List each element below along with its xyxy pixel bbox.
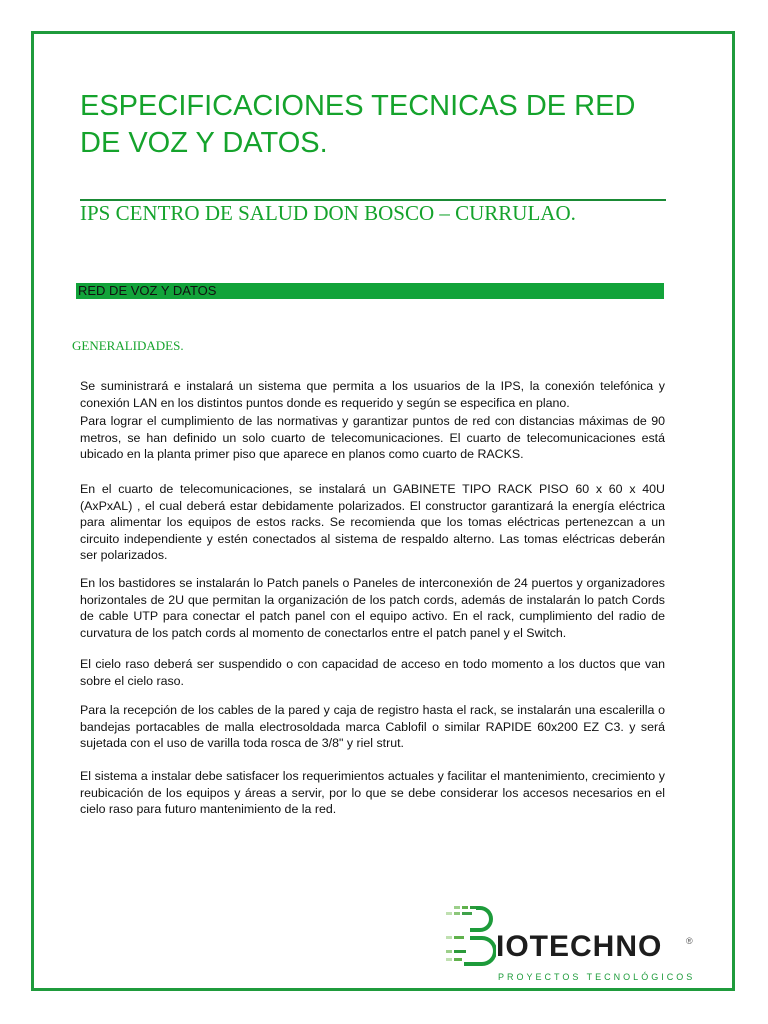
logo-b-icon: [440, 900, 496, 970]
paragraph-2: Para lograr el cumplimiento de las normativas y garantizar puntos de red con distancias máximas de 90 metros, se han definido un solo cuarto de telecomunicaciones. El cuarto de telecomunicaciones está ubicado en la planta primer piso que aparece en planos como cuarto de RACKS.: [80, 414, 665, 461]
paragraph-7: El sistema a instalar debe satisfacer los requerimientos actuales y facilitar el mantenimiento, crecimiento y reubicación de los equipos y áreas a servir, por lo que se debe considerar los accesos necesarios en el cielo raso para futuro mantenimiento de la red.: [80, 769, 665, 816]
section-heading: GENERALIDADES.: [72, 338, 184, 353]
document-subtitle: IPS CENTRO DE SALUD DON BOSCO – CURRULAO.: [80, 201, 576, 225]
registered-mark: ®: [686, 936, 693, 946]
paragraph-5: El cielo raso deberá ser suspendido o con capacidad de acceso en todo momento a los ductos que van sobre el cielo raso.: [80, 657, 665, 688]
paragraph-1: Se suministrará e instalará un sistema que permita a los usuarios de la IPS, la conexión telefónica y conexión LAN en los distintos puntos donde es requerido y según se especifica en plano.: [80, 379, 665, 410]
logo-name: IOTECHNO: [496, 930, 663, 963]
paragraph-6: Para la recepción de los cables de la pared y caja de registro hasta el rack, se instalarán una escalerilla o bandejas portacables de malla electrosoldada marca Cablofil o similar RAPIDE 60x200 EZ C3. y será sujetada con el uso de varilla toda rosca de 3/8" y riel strut.: [80, 703, 665, 750]
document-title: ESPECIFICACIONES TECNICAS DE RED DE VOZ Y DATOS.: [80, 90, 636, 159]
paragraph-4: En los bastidores se instalarán lo Patch panels o Paneles de interconexión de 24 puertos y organizadores horizontales de 2U que permitan la organización de los patch cords, además de instalarán lo patch Cords de cable UTP para conectar el patch panel con el equipo activo. En el rack, cumplimiento del radio de curvatura de los patch cords al momento de conectarlos entre el patch panel y el Switch.: [80, 576, 665, 640]
section-bar: RED DE VOZ Y DATOS: [76, 283, 664, 299]
logo-tagline: PROYECTOS TECNOLÓGICOS: [498, 972, 696, 982]
paragraph-3: En el cuarto de telecomunicaciones, se instalará un GABINETE TIPO RACK PISO 60 x 60 x 40U (AxPxAL) , el cual deberá estar debidamente polarizados. El constructor garantizará la energía eléctrica para alimentar los equipos de estos racks. Se recomienda que los tomas eléctricas pertenezcan a un circuito independiente y estén conectados al sistema de respaldo alterno. Las tomas eléctricas deberán ser polarizados.: [80, 482, 665, 562]
biotechno-logo: [440, 900, 702, 990]
